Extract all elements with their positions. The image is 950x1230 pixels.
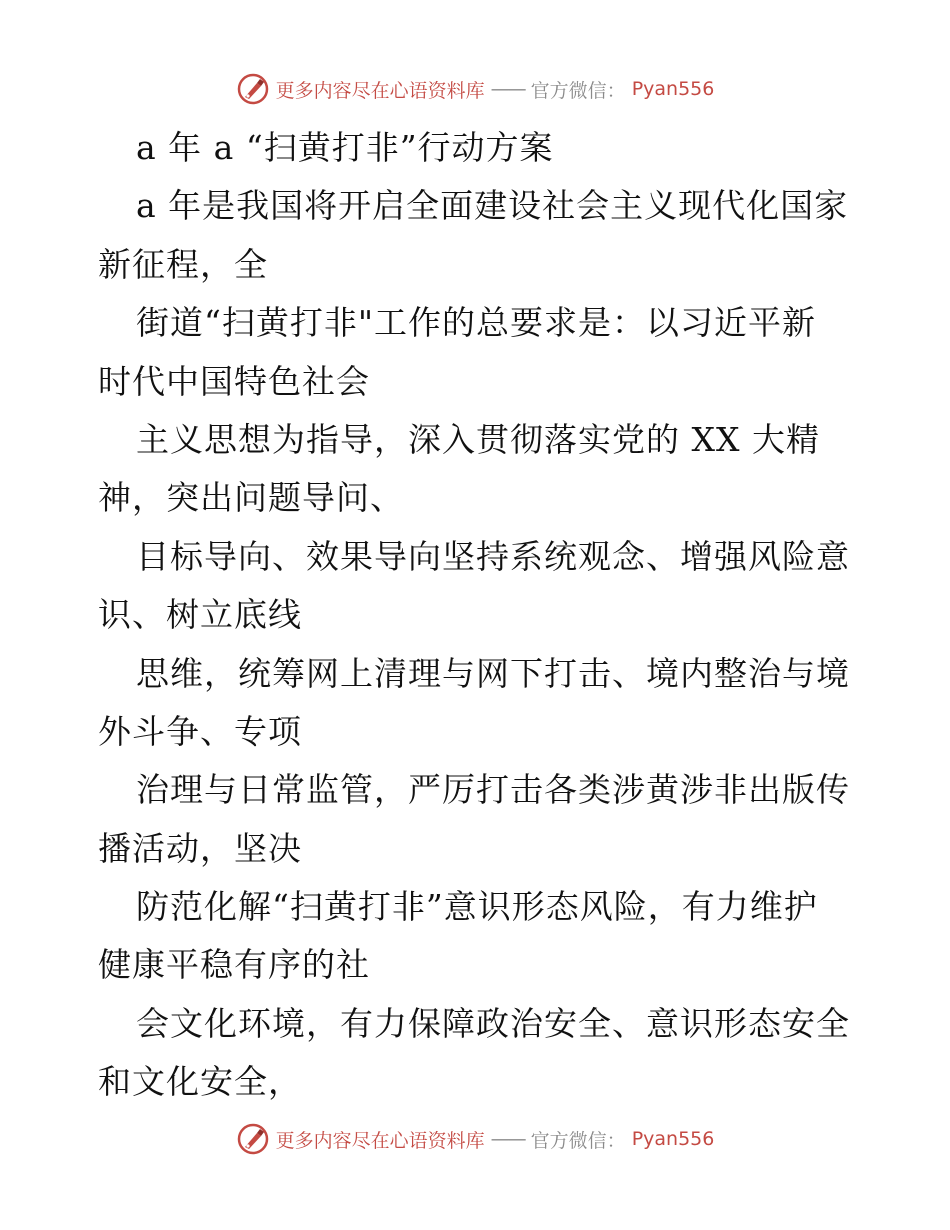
- pen-logo-icon: [236, 1122, 270, 1156]
- document-body: [98, 119, 858, 1112]
- text-line: 神，突出问题导问、: [98, 478, 404, 518]
- text-line: 主义思想为指导，深入贯彻落实党的 XX 大精: [136, 419, 820, 459]
- banner-wechat-id: Pyan556: [631, 78, 715, 100]
- text-line: a 年是我国将开启全面建设社会主义现代化国家: [136, 186, 849, 226]
- text-line: a 年 a “扫黄打非”行动方案: [136, 128, 554, 167]
- banner-wechat-id: Pyan556: [631, 1128, 715, 1150]
- footer-banner: [0, 1122, 950, 1156]
- pen-logo-icon: [236, 72, 270, 106]
- banner-slogan: 更多内容尽在心语资料库: [275, 79, 485, 102]
- banner-separator: ——: [490, 1128, 525, 1150]
- text-line: 目标导向、效果导向坚持系统观念、增强风险意: [136, 536, 850, 576]
- text-line: 思维，统筹网上清理与网下打击、境内整治与境: [136, 653, 850, 693]
- text-line: 防范化解“扫黄打非”意识形态风险，有力维护: [136, 887, 818, 927]
- banner-separator: ——: [490, 78, 525, 100]
- text-line: 播活动，坚决: [98, 828, 302, 868]
- banner-slogan: 更多内容尽在心语资料库: [275, 1129, 485, 1152]
- text-line: 会文化环境，有力保障政治安全、意识形态安全: [136, 1003, 850, 1043]
- text-line: 时代中国特色社会: [98, 361, 370, 401]
- text-line: 健康平稳有序的社: [98, 945, 370, 985]
- banner-wechat-label: 官方微信：: [530, 79, 626, 102]
- text-line: 新征程，全: [98, 244, 268, 284]
- text-line: 和文化安全，: [98, 1062, 302, 1102]
- text-line: 外斗争、专项: [98, 711, 302, 751]
- text-line: 治理与日常监管，严厉打击各类涉黄涉非出版传: [136, 770, 850, 810]
- header-banner: [0, 72, 950, 106]
- text-line: 识、树立底线: [98, 595, 302, 635]
- text-line: 街道“扫黄打非"工作的总要求是：以习近平新: [136, 303, 817, 343]
- banner-wechat-label: 官方微信：: [530, 1129, 626, 1152]
